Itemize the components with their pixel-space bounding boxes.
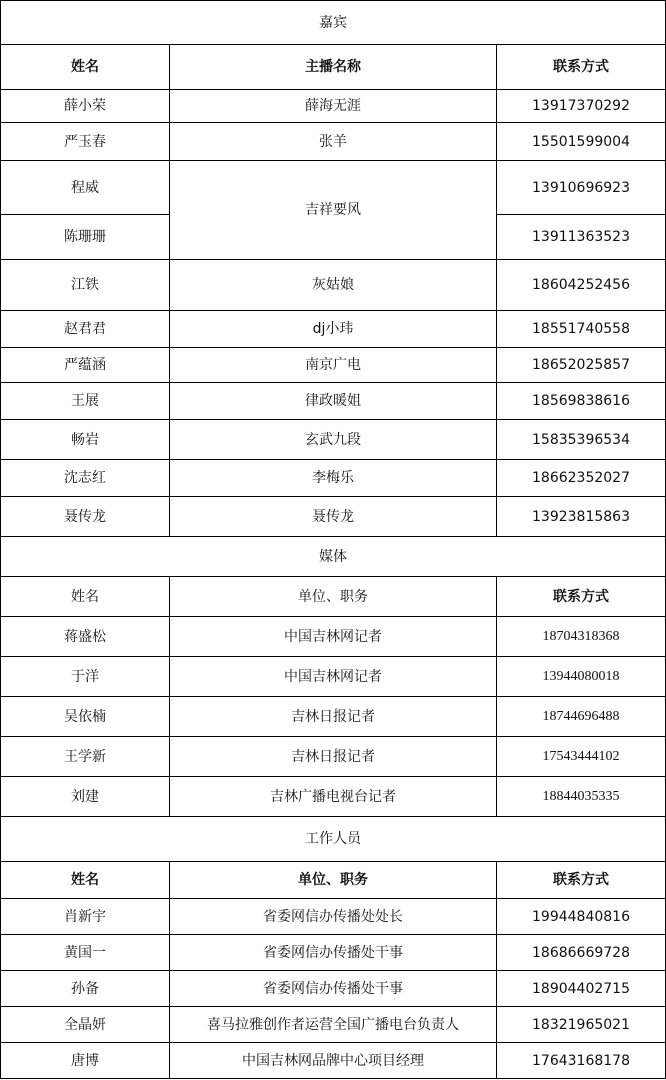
cell-unit: 中国吉林网品牌中心项目经理 <box>170 1043 497 1079</box>
header-contact: 联系方式 <box>497 577 666 617</box>
table-row <box>1 697 666 737</box>
cell-phone: 18744696488 <box>497 697 666 737</box>
table-row <box>1 617 666 657</box>
cell-name: 沈志红 <box>1 460 170 497</box>
cell-phone: 17643168178 <box>497 1043 666 1079</box>
cell-anchor: 李梅乐 <box>170 460 497 497</box>
cell-phone: 18844035335 <box>497 777 666 817</box>
table-row <box>1 460 666 497</box>
table-row <box>1 420 666 460</box>
table-row <box>1 777 666 817</box>
header-name: 姓名 <box>1 577 170 617</box>
cell-name: 肖新宇 <box>1 899 170 935</box>
cell-phone: 18569838616 <box>497 383 666 420</box>
cell-anchor: 薛海无涯 <box>170 90 497 123</box>
header-name: 姓名 <box>1 45 170 90</box>
cell-phone: 18321965021 <box>497 1007 666 1043</box>
section-title-staff: 工作人员 <box>1 817 666 862</box>
cell-name: 于洋 <box>1 657 170 697</box>
cell-anchor: 玄武九段 <box>170 420 497 460</box>
table-row <box>1 657 666 697</box>
table-row <box>1 161 666 215</box>
cell-unit: 中国吉林网记者 <box>170 617 497 657</box>
cell-name: 聂传龙 <box>1 497 170 537</box>
cell-phone: 13917370292 <box>497 90 666 123</box>
cell-name: 严玉春 <box>1 123 170 161</box>
cell-phone: 13910696923 <box>497 161 666 215</box>
cell-phone: 18662352027 <box>497 460 666 497</box>
table-row <box>1 123 666 161</box>
cell-anchor: 聂传龙 <box>170 497 497 537</box>
cell-phone: 13911363523 <box>497 215 666 260</box>
cell-name: 唐博 <box>1 1043 170 1079</box>
header-anchor: 主播名称 <box>170 45 497 90</box>
cell-unit: 省委网信办传播处干事 <box>170 971 497 1007</box>
cell-anchor: 灰姑娘 <box>170 260 497 311</box>
table-row <box>1 935 666 971</box>
cell-anchor: dj小玮 <box>170 311 497 348</box>
cell-unit: 中国吉林网记者 <box>170 657 497 697</box>
table-row <box>1 383 666 420</box>
header-name: 姓名 <box>1 862 170 899</box>
cell-name: 陈珊珊 <box>1 215 170 260</box>
table-row <box>1 1043 666 1079</box>
cell-unit: 省委网信办传播处干事 <box>170 935 497 971</box>
cell-name: 程威 <box>1 161 170 215</box>
cell-phone: 18904402715 <box>497 971 666 1007</box>
table-row <box>1 90 666 123</box>
cell-name: 王学新 <box>1 737 170 777</box>
cell-name: 薛小荣 <box>1 90 170 123</box>
cell-phone: 18686669728 <box>497 935 666 971</box>
section-title-guests: 嘉宾 <box>1 1 666 45</box>
header-unit: 单位、职务 <box>170 862 497 899</box>
cell-unit: 吉林日报记者 <box>170 737 497 777</box>
header-unit: 单位、职务 <box>170 577 497 617</box>
table-row <box>1 311 666 348</box>
cell-unit: 省委网信办传播处处长 <box>170 899 497 935</box>
table-row <box>1 1007 666 1043</box>
cell-phone: 19944840816 <box>497 899 666 935</box>
table-row <box>1 899 666 935</box>
cell-unit: 喜马拉雅创作者运营全国广播电台负责人 <box>170 1007 497 1043</box>
cell-name: 赵君君 <box>1 311 170 348</box>
cell-phone: 18704318368 <box>497 617 666 657</box>
table-row <box>1 497 666 537</box>
cell-name: 严蕴涵 <box>1 348 170 383</box>
cell-anchor: 律政暖姐 <box>170 383 497 420</box>
table-row <box>1 260 666 311</box>
cell-unit: 吉林日报记者 <box>170 697 497 737</box>
cell-phone: 17543444102 <box>497 737 666 777</box>
cell-name: 刘建 <box>1 777 170 817</box>
table-row <box>1 971 666 1007</box>
cell-phone: 18604252456 <box>497 260 666 311</box>
cell-unit: 吉林广播电视台记者 <box>170 777 497 817</box>
cell-name: 孙备 <box>1 971 170 1007</box>
table-row <box>1 348 666 383</box>
table-row <box>1 737 666 777</box>
cell-anchor: 南京广电 <box>170 348 497 383</box>
cell-phone: 15835396534 <box>497 420 666 460</box>
cell-name: 江铁 <box>1 260 170 311</box>
cell-name: 黄国一 <box>1 935 170 971</box>
cell-anchor: 张羊 <box>170 123 497 161</box>
cell-name: 畅岩 <box>1 420 170 460</box>
cell-phone: 18551740558 <box>497 311 666 348</box>
cell-phone: 13944080018 <box>497 657 666 697</box>
cell-phone: 18652025857 <box>497 348 666 383</box>
header-contact: 联系方式 <box>497 45 666 90</box>
header-contact: 联系方式 <box>497 862 666 899</box>
cell-phone: 15501599004 <box>497 123 666 161</box>
section-title-media: 媒体 <box>1 537 666 577</box>
cell-name: 全晶妍 <box>1 1007 170 1043</box>
cell-name: 吴依楠 <box>1 697 170 737</box>
cell-name: 蒋盛松 <box>1 617 170 657</box>
cell-anchor: 吉祥要风 <box>170 161 497 260</box>
cell-name: 王展 <box>1 383 170 420</box>
cell-phone: 13923815863 <box>497 497 666 537</box>
